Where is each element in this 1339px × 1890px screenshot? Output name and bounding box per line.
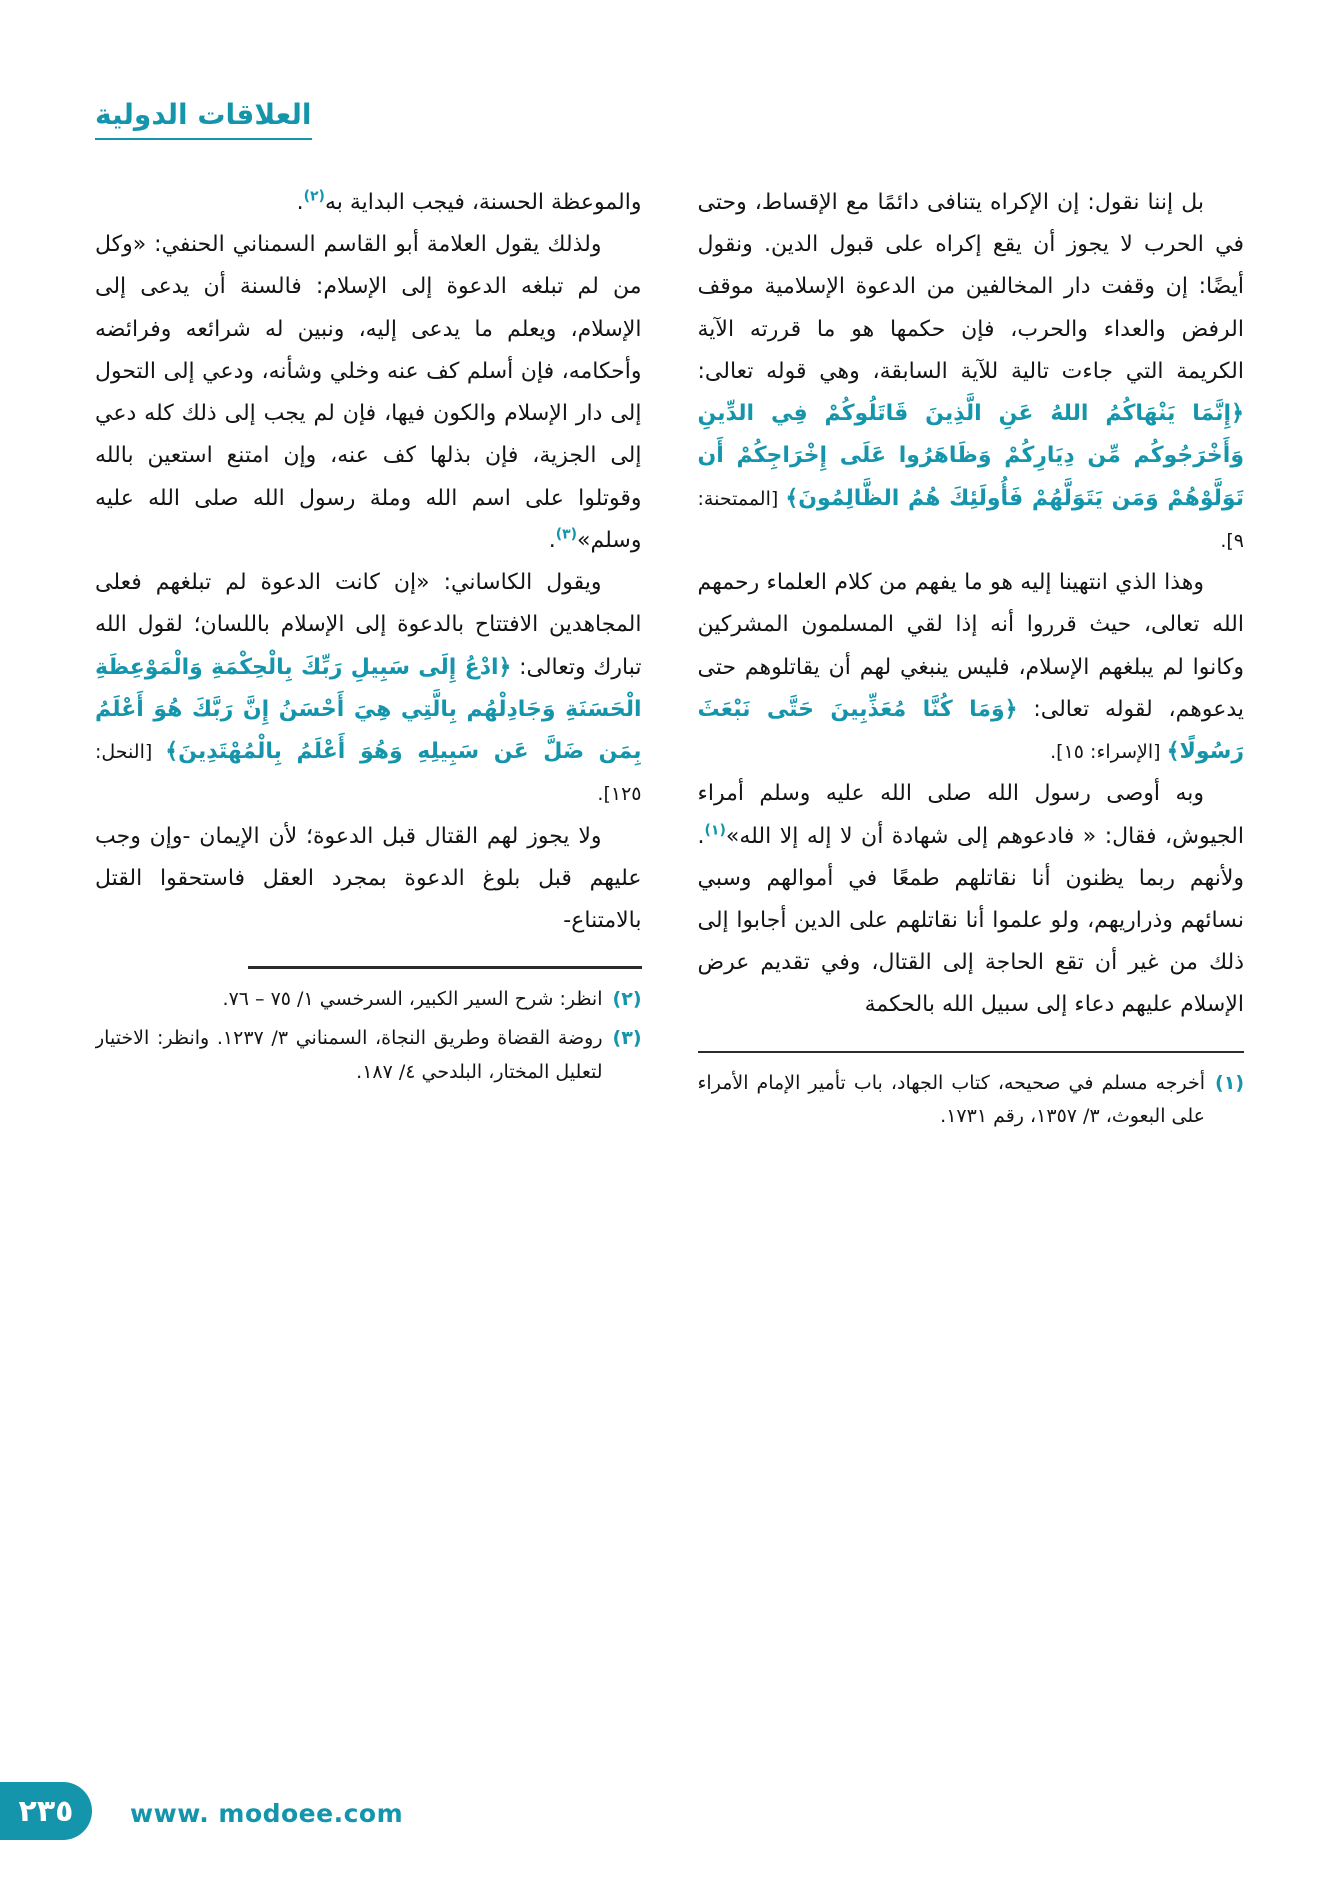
column-left-body	[95, 182, 642, 942]
verse-citation: [النحل: ١٢٥].	[95, 741, 642, 806]
content-columns	[95, 182, 1244, 1737]
column-right-body	[698, 182, 1245, 1027]
body-text: . ولأنهم ربما يظنون أنا نقاتلهم طمعًا في أموالهم وسبي نسائهم وذراريهم، ولو علموا أنا نقاتلهم على الدين أجابوا إلى ذلك من غير أن تقع الحاجة إلى القتال، وفي تقديم عرض الإسلام عليهم دعاء إلى سبيل الله بالحكمة	[697, 823, 1244, 1018]
footnote	[95, 983, 642, 1016]
paragraph	[95, 182, 642, 224]
body-text: .	[296, 190, 304, 215]
column-right	[698, 182, 1245, 1737]
quran-verse: ﴿وَمَا كُنَّا مُعَذِّبِينَ حَتَّى نَبْعَثَ رَسُولًا﴾	[697, 696, 1244, 765]
running-header: العلاقات الدولية	[95, 98, 312, 140]
body-text: ولذلك يقول العلامة أبو القاسم السمناني الحنفي: «وكل من لم تبلغه الدعوة إلى الإسلام: فالسنة أن يدعى إلى الإسلام، ويعلم ما يدعى إليه، ونبين له شرائعه وفرائضه وأحكامه، فإن أسلم كف عنه وخلي وشأنه، ودعي إلى التحول إلى دار الإسلام والكون فيها، فإن لم يجب إلى ذلك كله دعي إلى الجزية، فإن بذلها كف عنه، وإن امتنع استعين بالله وقوتلوا على اسم الله وملة رسول الله صلى الله عليه وسلم»	[95, 232, 642, 553]
footnote-ref-marker: (٢)	[303, 188, 325, 205]
paragraph	[95, 562, 642, 815]
footnote-number: (٣)	[612, 1027, 642, 1050]
body-text: .	[548, 527, 556, 553]
paragraph	[698, 562, 1245, 773]
footnote-ref-marker: (٣)	[555, 526, 578, 543]
paragraph	[698, 182, 1245, 562]
verse-citation: [الإسراء: ١٥].	[1050, 741, 1167, 764]
body-text: ويقول الكاساني: «إن كانت الدعوة لم تبلغهم فعلى المجاهدين الافتتاح بالدعوة إلى الإسلام باللسان؛ لقول الله تبارك وتعالى:	[95, 570, 642, 680]
column-right-footnotes	[698, 1051, 1245, 1140]
body-text: ولا يجوز لهم القتال قبل الدعوة؛ لأن الإيمان -وإن وجب عليهم قبل بلوغ الدعوة بمجرد العقل فاستحقوا القتل بالامتناع-	[95, 823, 642, 933]
footnote-text: انظر: شرح السير الكبير، السرخسي ١/ ٧٥ – ٧٦.	[222, 988, 603, 1011]
paragraph	[95, 224, 642, 562]
paragraph	[698, 773, 1245, 1026]
body-text: وهذا الذي انتهينا إليه هو ما يفهم من كلام العلماء رحمهم الله تعالى، حيث قرروا أنه إذا لقي المسلمون المشركين وكانوا لم يبلغهم الإسلام، فليس ينبغي لهم أن يقاتلوهم حتى يدعوهم، لقوله تعالى:	[697, 570, 1244, 722]
footnote-text: روضة القضاة وطريق النجاة، السمناني ٣/ ١٢٣٧. وانظر: الاختيار لتعليل المختار، البلدحي ٤/ ١٨٧.	[95, 1027, 603, 1083]
footnote-number: (١)	[1215, 1071, 1244, 1094]
verse-citation: [الممتحنة: ٩].	[697, 487, 1244, 552]
body-text: والموعظة الحسنة، فيجب البداية به	[324, 190, 642, 215]
footnote-number: (٢)	[612, 988, 642, 1011]
footnote-text: أخرجه مسلم في صحيحه، كتاب الجهاد، باب تأمير الإمام الأمراء على البعوث، ٣/ ١٣٥٧، رقم ١٧٣١.	[697, 1071, 1206, 1127]
column-left	[95, 182, 642, 1737]
page-number-badge: ٢٣٥	[0, 1782, 92, 1840]
body-text: وبه أوصى رسول الله صلى الله عليه وسلم أمراء الجيوش، فقال: « فادعوهم إلى شهادة أن لا إله إلا الله»	[697, 781, 1244, 849]
quran-verse: ﴿إِنَّمَا يَنْهَاكُمُ اللهُ عَنِ الَّذِينَ قَاتَلُوكُمْ فِي الدِّينِ وَأَخْرَجُوكُم مِّن دِيَارِكُمْ وَظَاهَرُوا عَلَى إِخْرَاجِكُمْ أَن تَوَلَّوْهُمْ وَمَن يَتَوَلَّهُمْ فَأُولَئِكَ هُمُ الظَّالِمُونَ﴾	[697, 401, 1244, 511]
footnote	[698, 1067, 1245, 1134]
body-text: بل إننا نقول: إن الإكراه يتنافى دائمًا مع الإقساط، وحتى في الحرب لا يجوز أن يقع إكراه على قبول الدين. ونقول أيضًا: إن وقفت دار المخالفين من الدعوة الإسلامية موقف الرفض والعداء والحرب، فإن حكمها هو ما قررته الآية الكريمة التي جاءت تالية للآية السابقة، وهي قوله تعالى:	[697, 190, 1244, 384]
footnote	[95, 1022, 642, 1089]
website-url: www. modoee.com	[130, 1799, 404, 1828]
footnote-ref-marker: (١)	[704, 822, 726, 839]
quran-verse: ﴿ادْعُ إِلَى سَبِيلِ رَبِّكَ بِالْحِكْمَةِ وَالْمَوْعِظَةِ الْحَسَنَةِ وَجَادِلْهُم بِالَّتِي هِيَ أَحْسَنُ إِنَّ رَبَّكَ هُوَ أَعْلَمُ بِمَن ضَلَّ عَن سَبِيلِهِ وَهُوَ أَعْلَمُ بِالْمُهْتَدِينَ﴾	[95, 654, 642, 765]
column-left-footnotes	[95, 966, 642, 1095]
paragraph	[95, 816, 642, 943]
